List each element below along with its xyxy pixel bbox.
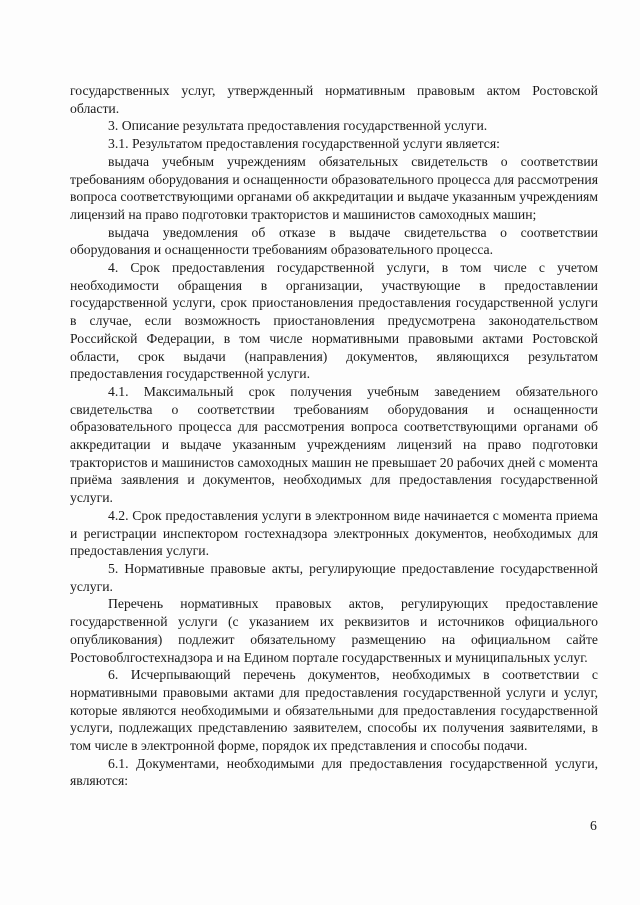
paragraph-4-1: 4.1. Максимальный срок получения учебным заведением обязательного свидетельства о соответствии требованиям оборудования и оснащенности образовательного процесса для рассмотрения вопроса соответствующими органами об аккредитации и выдаче указанным учреждениям лицензий на право подготовки трактористов и машинистов самоходных машин не превышает 20 рабочих дней с момента приёма заявления и документов, необходимых для предоставления государственной услуги. [70, 383, 598, 506]
paragraph-6-1: 6.1. Документами, необходимыми для предоставления государственной услуги, являются: [70, 755, 598, 789]
document-body [70, 82, 598, 790]
section-5-heading: 5. Нормативные правовые акты, регулирующие предоставление государственной услуги. [70, 560, 598, 594]
section-3-heading: 3. Описание результата предоставления государственной услуги. [108, 118, 488, 134]
paragraph-result-certificate: выдача учебным учреждениям обязательных свидетельств о соответствии требованиям оборудования и оснащенности образовательного процесса для рассмотрения вопроса соответствующими органами об аккредитации и выдаче указанным учреждениям лицензий на право подготовки трактористов и машинистов самоходных машин; [70, 153, 598, 222]
paragraph-5-list: Перечень нормативных правовых актов, регулирующих предоставление государственной услуги (с указанием их реквизитов и источников официального опубликования) подлежит обязательному размещению на официальном сайте Ростовоблгостехнадзора и на Едином портале государственных и муниципальных услуг. [70, 596, 598, 665]
section-4-heading: 4. Срок предоставления государственной услуги, в том числе с учетом необходимости обращения в организации, участвующие в предоставлении государственной услуги, срок приостановления предоставления государственной услуги в случае, если возможность приостановления предусмотрена законодательством Российской Федерации, в том числе нормативными правовыми актами Ростовской области, срок выдачи (направления) документов, являющихся результатом предоставления государственной услуги. [70, 260, 598, 382]
paragraph-result-refusal: выдача уведомления об отказе в выдаче свидетельства о соответствии оборудования и оснащенности требованиям образовательного процесса. [70, 224, 598, 258]
section-6-heading: 6. Исчерпывающий перечень документов, необходимых в соответствии с нормативными правовыми актами для предоставления государственной услуги и услуг, которые являются необходимыми и обязательными для предоставления государственной услуги, подлежащих представлению заявителем, способы их получения заявителями, в том числе в электронной форме, порядок их представления и способы подачи. [70, 667, 598, 754]
paragraph-3-1: 3.1. Результатом предоставления государственной услуги является: [108, 136, 500, 152]
paragraph-4-2: 4.2. Срок предоставления услуги в электронном виде начинается с момента приема и регистрации инспектором гостехнадзора электронных документов, необходимых для предоставления услуги. [70, 507, 598, 559]
page-number: 6 [590, 818, 597, 833]
paragraph-continuation: государственных услуг, утвержденный нормативным правовым актом Ростовской области. [70, 83, 598, 116]
